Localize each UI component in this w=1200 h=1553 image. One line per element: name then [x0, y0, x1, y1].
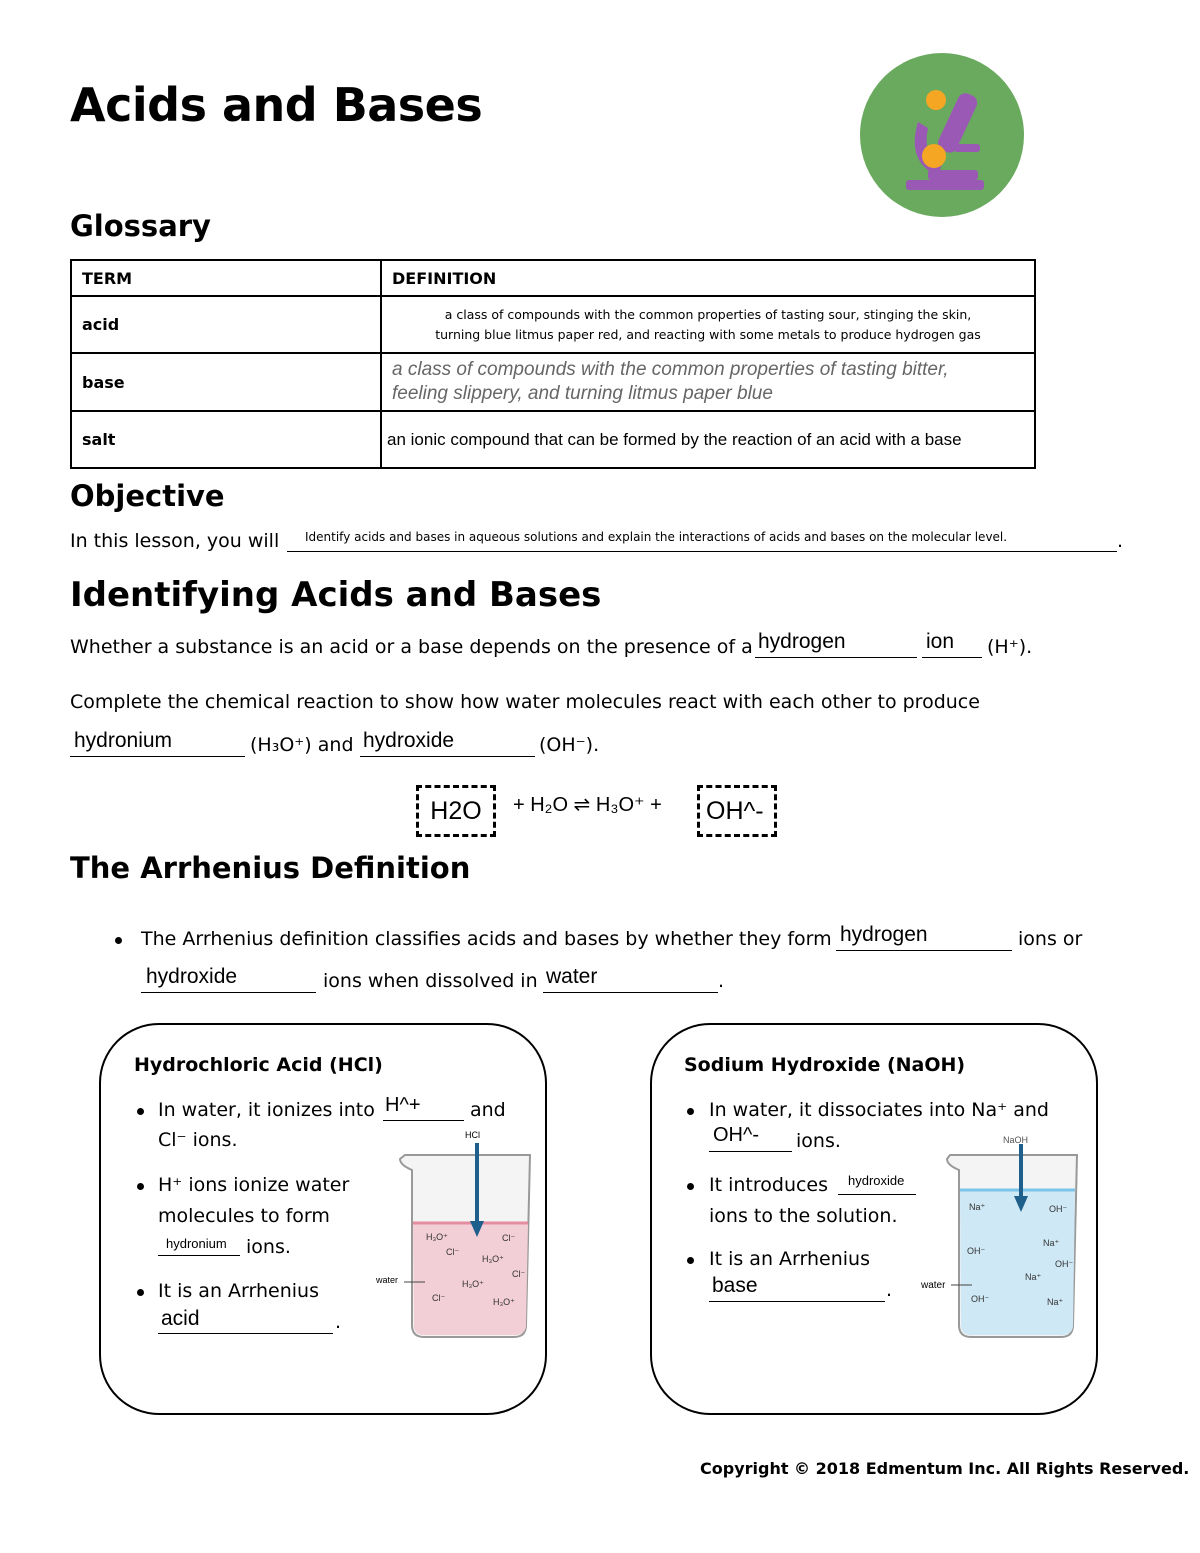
definition-line: a class of compounds with the common properties of tasting sour, stinging the skin, — [444, 306, 972, 322]
bullet-icon — [687, 1257, 694, 1264]
objective-suffix: . — [1117, 530, 1124, 552]
ion-label: H₃O⁺ — [426, 1232, 448, 1242]
hcl-beaker-illustration — [370, 1125, 540, 1345]
arrhenius-answer3-field[interactable] — [543, 964, 718, 993]
hcl-b1-answer-field[interactable] — [383, 1094, 464, 1121]
q1-answer-field[interactable] — [755, 630, 917, 658]
arrhenius-answer2: hydroxide — [146, 965, 238, 988]
ion-label: OH⁻ — [1049, 1204, 1068, 1214]
ion-label: OH⁻ — [1055, 1259, 1074, 1269]
glossary-table — [70, 259, 1036, 469]
q1-end: (H⁺). — [987, 636, 1033, 658]
arrhenius-line2-end: . — [718, 970, 725, 992]
ion-label: Na⁺ — [969, 1202, 986, 1212]
q1-answer2-field[interactable] — [922, 630, 982, 658]
naoh-beaker-label: NaOH — [1003, 1135, 1029, 1145]
arrhenius-answer1: hydrogen — [840, 923, 928, 946]
term-header: TERM — [71, 260, 381, 296]
term-cell: acid — [71, 296, 381, 353]
q2-answer2: hydroxide — [363, 729, 455, 752]
table-row — [71, 353, 1035, 411]
hcl-b2-line2: molecules to form — [158, 1205, 330, 1227]
definition-cell[interactable] — [381, 353, 1035, 411]
term-cell: base — [71, 353, 381, 411]
hcl-b3-answer-field[interactable] — [158, 1307, 333, 1334]
ion-label: Cl⁻ — [432, 1293, 446, 1303]
naoh-b1-post: ions. — [796, 1130, 841, 1152]
hcl-b3-post: . — [335, 1311, 342, 1333]
eq-box-reactant[interactable]: H2O — [416, 785, 496, 837]
table-row — [71, 411, 1035, 468]
q2-mid: (H₃O⁺) and — [250, 734, 354, 756]
equation-text: + H₂O ⇌ H₃O⁺ + — [513, 794, 662, 816]
ion-label: Cl⁻ — [502, 1233, 516, 1243]
definition-line: a class of compounds with the common properties of tasting bitter, — [392, 359, 949, 380]
definition-line: turning blue litmus paper red, and reacting with some metals to produce hydrogen gas — [435, 326, 981, 342]
ion-label: OH⁻ — [971, 1294, 990, 1304]
q2-answer2-field[interactable] — [360, 729, 535, 757]
hcl-b1-pre: In water, it ionizes into — [158, 1099, 375, 1121]
objective-answer: Identify acids and bases in aqueous solutions and explain the interactions of acids and bases on the molecular level. — [305, 530, 1008, 544]
hcl-beaker-label: HCl — [465, 1130, 480, 1140]
hcl-b1-line2: Cl⁻ ions. — [158, 1129, 238, 1151]
hcl-b3-answer: acid — [161, 1307, 200, 1330]
arrhenius-line2-mid: ions when dissolved in — [323, 970, 538, 992]
ion-label: OH⁻ — [967, 1246, 986, 1256]
naoh-b1-answer: OH^- — [713, 1124, 760, 1146]
ion-label: Na⁺ — [1025, 1272, 1042, 1282]
hcl-b2-answer-field[interactable] — [158, 1235, 240, 1256]
bullet-icon — [137, 1289, 144, 1296]
hcl-b1-post: and — [470, 1099, 506, 1121]
hcl-water-label: water — [376, 1275, 399, 1285]
hcl-b2-line1: H⁺ ions ionize water — [158, 1174, 350, 1196]
naoh-b3-line1: It is an Arrhenius — [709, 1248, 870, 1270]
definition-line: an ionic compound that can be formed by the reaction of an acid with a base — [387, 429, 962, 449]
q2-end: (OH⁻). — [539, 734, 600, 756]
naoh-b3-post: . — [886, 1279, 893, 1301]
term-cell: salt — [71, 411, 381, 468]
bullet-icon — [687, 1108, 694, 1115]
q2-answer1-field[interactable] — [70, 729, 245, 757]
identifying-heading: Identifying Acids and Bases — [70, 575, 602, 615]
table-row — [71, 296, 1035, 353]
definition-header: DEFINITION — [381, 260, 1035, 296]
naoh-b1-pre: In water, it dissociates into Na⁺ and — [709, 1099, 1049, 1121]
naoh-b3-answer-field[interactable] — [709, 1274, 885, 1302]
ion-label: H₃O⁺ — [462, 1279, 484, 1289]
bullet-icon — [137, 1108, 144, 1115]
definition-cell[interactable] — [381, 296, 1035, 353]
arrhenius-line1: The Arrhenius definition classifies acids and bases by whether they form — [141, 928, 832, 950]
bullet-icon — [137, 1183, 144, 1190]
q1-text: Whether a substance is an acid or a base depends on the presence of a — [70, 636, 753, 658]
q1-answer: hydrogen — [758, 630, 846, 653]
bullet-icon — [115, 937, 122, 944]
naoh-b2-answer: hydroxide — [848, 1173, 905, 1188]
naoh-beaker-illustration — [915, 1130, 1085, 1345]
naoh-water-label: water — [921, 1280, 946, 1291]
table-header-row — [71, 260, 1035, 296]
microscope-logo-icon — [858, 52, 1026, 218]
ion-label: Na⁺ — [1047, 1297, 1064, 1307]
hcl-card-title: Hydrochloric Acid (HCl) — [134, 1054, 383, 1076]
q2-answer1: hydronium — [74, 729, 173, 752]
ion-label: H₃O⁺ — [493, 1297, 515, 1307]
ion-label: Cl⁻ — [446, 1247, 460, 1257]
q2-text: Complete the chemical reaction to show how water molecules react with each other to produce — [70, 691, 980, 713]
glossary-heading: Glossary — [70, 209, 211, 243]
ion-label: H₃O⁺ — [482, 1254, 504, 1264]
arrhenius-answer3: water — [546, 965, 598, 988]
ion-label: Cl⁻ — [512, 1269, 526, 1279]
naoh-card-title: Sodium Hydroxide (NaOH) — [684, 1054, 966, 1076]
arrhenius-answer2-field[interactable] — [141, 964, 316, 993]
hcl-b2-post: ions. — [246, 1236, 291, 1258]
definition-cell[interactable] — [381, 411, 1035, 468]
hcl-b2-answer: hydronium — [166, 1236, 227, 1251]
naoh-b2-answer-field[interactable] — [838, 1172, 916, 1195]
ion-label: Na⁺ — [1043, 1238, 1060, 1248]
bullet-icon — [687, 1183, 694, 1190]
hcl-b1-answer: H^+ — [385, 1094, 421, 1116]
page-title: Acids and Bases — [70, 78, 483, 132]
naoh-b2-line2: ions to the solution. — [709, 1205, 898, 1227]
definition-line: feeling slippery, and turning litmus paper blue — [392, 383, 773, 404]
objective-prefix: In this lesson, you will — [70, 530, 280, 552]
naoh-b1-answer-field[interactable] — [709, 1124, 792, 1152]
naoh-b2-pre: It introduces — [709, 1174, 829, 1196]
objective-answer-field[interactable] — [287, 530, 1117, 552]
arrhenius-answer1-field[interactable] — [836, 923, 1012, 951]
eq-box-product[interactable]: OH^- — [697, 785, 777, 837]
hcl-b3-line1: It is an Arrhenius — [158, 1280, 319, 1302]
q1-answer2: ion — [926, 630, 955, 653]
naoh-b3-answer: base — [712, 1274, 758, 1297]
copyright-footer: Copyright © 2018 Edmentum Inc. All Rights Reserved. — [700, 1459, 1190, 1478]
arrhenius-line1-end: ions or — [1018, 928, 1083, 950]
objective-heading: Objective — [70, 479, 225, 513]
arrhenius-heading: The Arrhenius Definition — [70, 851, 471, 885]
